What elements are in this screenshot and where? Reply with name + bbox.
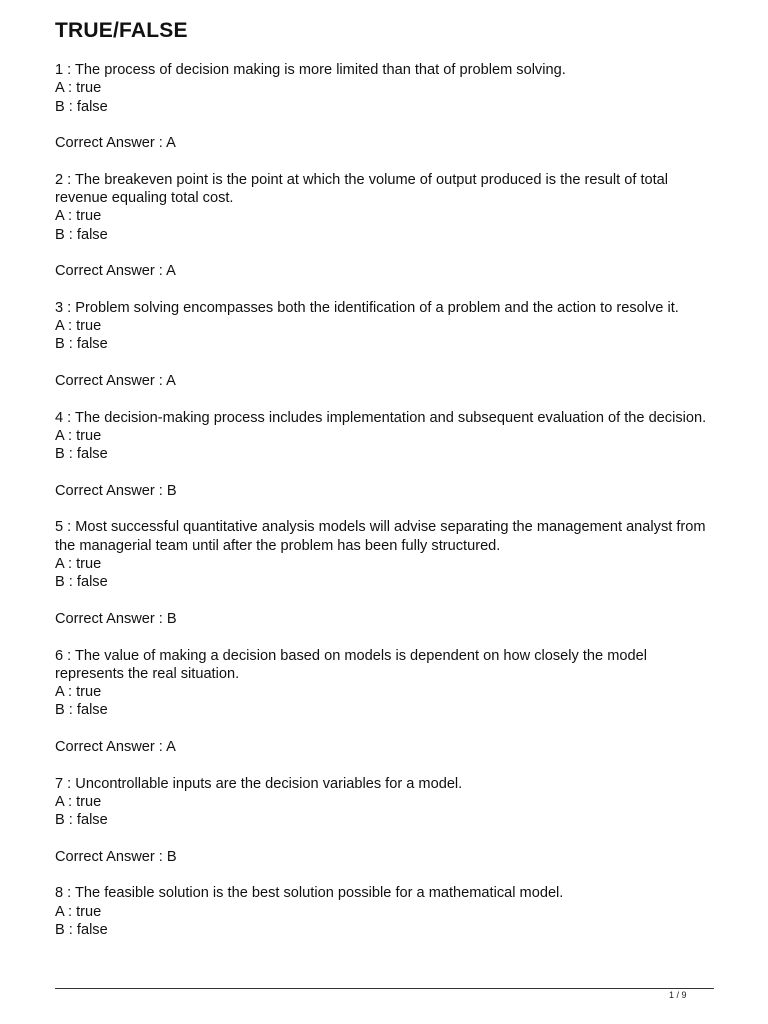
correct-answer: Correct Answer : A — [55, 738, 176, 755]
question-text: 7 : Uncontrollable inputs are the decision variables for a model. — [55, 775, 463, 792]
question-block — [55, 61, 715, 152]
answer-option: B : false — [55, 226, 108, 243]
question-list — [55, 61, 715, 939]
answer-option: A : true — [55, 427, 102, 444]
page-title: TRUE/FALSE — [55, 19, 188, 42]
answer-option: B : false — [55, 446, 108, 463]
question-text: 8 : The feasible solution is the best solution possible for a mathematical model. — [55, 885, 564, 902]
correct-answer: Correct Answer : A — [55, 263, 176, 280]
answer-option: B : false — [55, 336, 108, 353]
footer-divider — [55, 988, 714, 989]
question-block — [55, 518, 715, 628]
correct-answer: Correct Answer : B — [55, 610, 177, 627]
answer-option: B : false — [55, 98, 108, 115]
question-text: 5 : Most successful quantitative analysis models will advise separating the management analyst from the managerial team until after the problem has been fully structured. — [55, 519, 706, 554]
answer-option: A : true — [55, 318, 102, 335]
question-block — [55, 409, 715, 500]
correct-answer: Correct Answer : A — [55, 373, 176, 390]
answer-option: A : true — [55, 684, 102, 701]
question-block — [55, 647, 715, 757]
correct-answer: Correct Answer : A — [55, 135, 176, 152]
answer-option: A : true — [55, 793, 102, 810]
answer-option: B : false — [55, 574, 108, 591]
question-text: 1 : The process of decision making is more limited than that of problem solving. — [55, 62, 566, 78]
answer-option: B : false — [55, 702, 108, 719]
answer-option: B : false — [55, 921, 108, 938]
answer-option: A : true — [55, 556, 102, 573]
question-block — [55, 775, 715, 866]
page-number: 1 / 9 — [669, 990, 687, 1000]
question-block — [55, 299, 715, 390]
question-text: 4 : The decision-making process includes implementation and subsequent evaluation of the decision. — [55, 409, 707, 426]
question-block — [55, 171, 715, 281]
answer-option: A : true — [55, 208, 102, 225]
correct-answer: Correct Answer : B — [55, 848, 177, 865]
answer-option: A : true — [55, 80, 102, 97]
question-text: 6 : The value of making a decision based on models is dependent on how closely the model represents the real situation. — [55, 647, 647, 682]
answer-option: A : true — [55, 903, 102, 920]
question-text: 2 : The breakeven point is the point at which the volume of output produced is the result of total revenue equaling total cost. — [55, 171, 669, 207]
answer-option: B : false — [55, 812, 108, 829]
question-text: 3 : Problem solving encompasses both the identification of a problem and the action to resolve it. — [55, 299, 679, 316]
document-page — [55, 18, 715, 939]
correct-answer: Correct Answer : B — [55, 482, 177, 499]
question-block — [55, 884, 715, 939]
